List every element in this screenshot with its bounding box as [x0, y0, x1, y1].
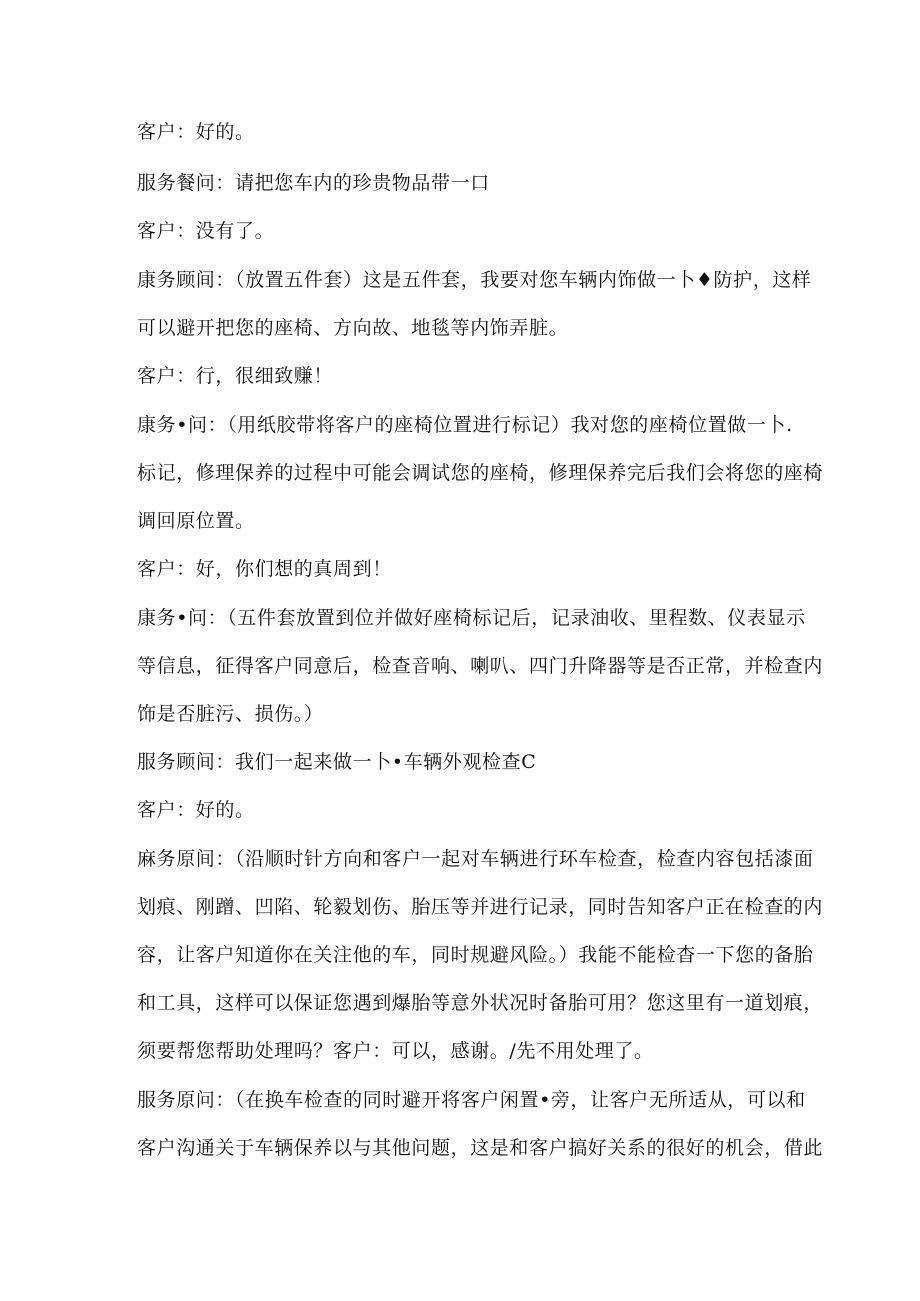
text-line: 调回原位置。: [137, 510, 255, 532]
text-line: 划痕、刚蹭、凹陷、轮毅划伤、胎压等并进行记录，同时告知客户正在检查的内: [137, 896, 824, 918]
text-line: 和工具，这样可以保证您遇到爆胎等意外状况时备胎可用？您这里有一道划痕，: [137, 992, 824, 1014]
text-line: 客户：好的。: [137, 799, 255, 821]
text-line: 可以避开把您的座椅、方向故、地毯等内饰弄脏。: [137, 317, 569, 339]
text-line: 客户：没有了。: [137, 220, 275, 242]
text-line: 客户沟通关于车辆保养以与其他问题，这是和客户搞好关系的很好的机会，借此: [137, 1137, 824, 1159]
text-line: 标记，修理保养的过程中可能会调试您的座椅，修理保养完后我们会将您的座椅: [137, 462, 824, 484]
text-line: 康务•问：（五件套放置到位并做好座椅标记后，记录油收、里程数、仪表显示: [137, 607, 806, 629]
text-line: 服务原问：（在换车检查的同时避开将客户闲置•旁，让客户无所适从，可以和: [137, 1089, 806, 1111]
text-line: 康务顾间：（放置五件套）这是五件套，我要对您车辆内饰做一卜♦防护，这样: [137, 269, 812, 291]
text-line: 服务顾间：我们一起来做一卜•车辆外观检查C: [137, 751, 537, 773]
text-line: 康务•问：（用纸胶带将客户的座椅位置进行标记）我对您的座椅位置做一卜.: [137, 414, 793, 436]
text-line: 麻务原间：（沿顺时针方向和客户一起对车辆进行环车检查，检查内容包括漆面: [137, 848, 814, 870]
text-line: 服务餐问：请把您车内的珍贵物品带一口: [137, 172, 490, 194]
text-line: 客户：好，你们想的真周到！: [137, 558, 392, 580]
text-line: 须要帮您帮助处理吗？客户：可以，感谢。/先不用处理了。: [137, 1040, 654, 1062]
text-line: 容，让客户知道你在关注他的车，同时规避风险。）我能不能检杳一下您的备胎: [137, 944, 814, 966]
text-line: 客户：行，很细致赚！: [137, 365, 334, 387]
text-line: 客户：好的。: [137, 121, 255, 143]
text-line: 等信息，征得客户同意后，检查音响、喇叭、四门升降器等是否正常，并检查内: [137, 655, 824, 677]
text-line: 饰是否脏污、损伤。）: [137, 703, 324, 725]
